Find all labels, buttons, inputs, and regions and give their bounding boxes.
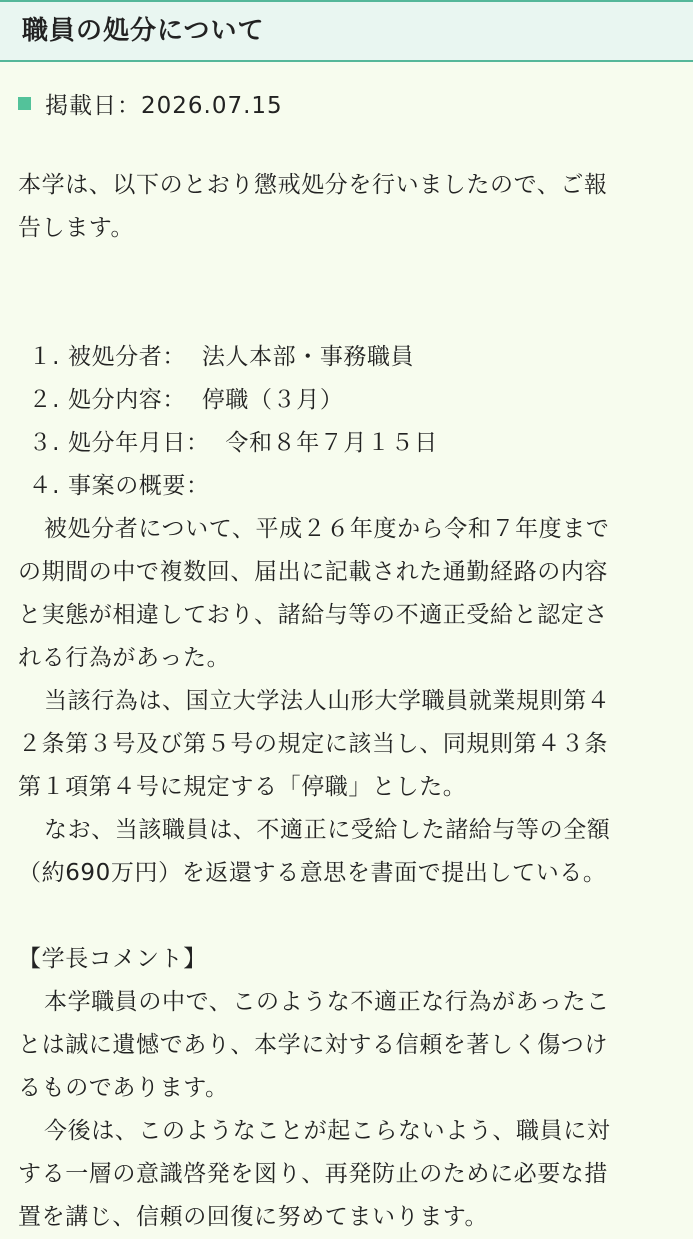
- list-item: [18, 379, 678, 422]
- posting-date-value: 2026.07.15: [141, 92, 283, 119]
- posting-date-text: [45, 87, 283, 120]
- posting-date-label: 掲載日：: [45, 92, 141, 119]
- list-item-number: １.: [28, 344, 60, 370]
- comment-line: とは誠に遺憾であり、本学に対する信頼を著しく傷つけ: [18, 1032, 608, 1058]
- list-item-number: ２.: [28, 387, 60, 413]
- summary-line: 当該行為は、国立大学法人山形大学職員就業規則第４: [44, 688, 611, 714]
- posting-date: [18, 86, 283, 120]
- summary-line: 第１項第４号に規定する「停職」とした。: [18, 774, 467, 800]
- comment-line: 今後は、このようなことが起こらないよう、職員に対: [44, 1118, 611, 1144]
- list-item-text: 被処分者： 法人本部・事務職員: [68, 344, 415, 370]
- list-item: [18, 336, 678, 379]
- spacer: [18, 895, 678, 938]
- list-item-number: ４.: [28, 473, 60, 499]
- summary-line: の期間の中で複数回、届出に記載された通勤経路の内容: [18, 559, 608, 585]
- summary-line: ２条第３号及び第５号の規定に該当し、同規則第４３条: [18, 731, 608, 757]
- spacer: [18, 293, 678, 336]
- comment-line: する一層の意識啓発を図り、再発防止のために必要な措: [18, 1161, 608, 1187]
- list-item-number: ３.: [28, 430, 60, 456]
- summary-line: なお、当該職員は、不適正に受給した諸給与等の全額: [44, 817, 611, 843]
- intro-line: 本学は、以下のとおり懲戒処分を行いましたので、ご報: [18, 172, 608, 198]
- comment-line: 置を講じ、信頼の回復に努めてまいります。: [18, 1204, 489, 1230]
- list-item-text: 事案の概要：: [68, 473, 210, 499]
- comment-heading: 【学長コメント】: [18, 946, 207, 972]
- notice-body: [18, 164, 678, 1239]
- summary-line: と実態が相違しており、諸給与等の不適正受給と認定さ: [18, 602, 608, 628]
- list-item-text: 処分年月日： 令和８年７月１５日: [68, 430, 438, 456]
- intro-line: 告します。: [18, 215, 135, 241]
- list-item-text: 処分内容： 停職（３月）: [68, 387, 344, 413]
- summary-line: （約690万円）を返還する意思を書面で提出している。: [18, 860, 607, 886]
- summary-line: れる行為があった。: [18, 645, 231, 671]
- comment-line: 本学職員の中で、このような不適正な行為があったこ: [44, 989, 610, 1015]
- square-bullet-icon: [18, 97, 31, 110]
- comment-line: るものであります。: [18, 1075, 229, 1101]
- list-item: [18, 465, 678, 508]
- title-bar: [0, 0, 693, 62]
- spacer: [18, 250, 678, 293]
- list-item: [18, 422, 678, 465]
- page-title: 職員の処分について: [22, 16, 265, 46]
- summary-line: 被処分者について、平成２６年度から令和７年度まで: [44, 516, 610, 542]
